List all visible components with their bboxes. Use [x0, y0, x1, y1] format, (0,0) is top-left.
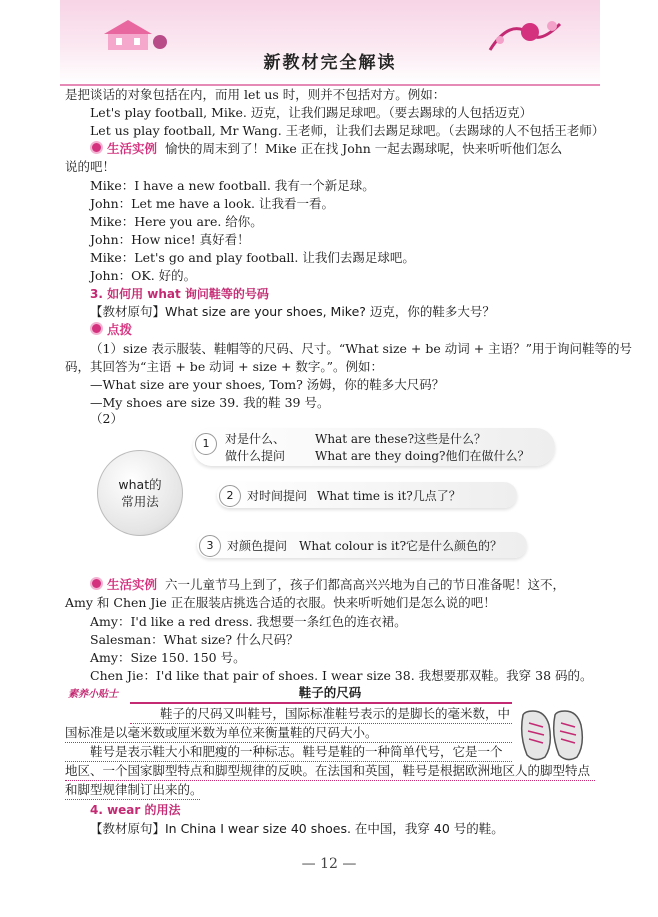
- diagram-label: 对是什么、: [225, 432, 286, 446]
- example-line: Let's play football, Mike. 迈克，让我们踢足球吧。（要去踢球的人包括迈克）: [90, 105, 533, 120]
- diagram-center-line: what的: [118, 477, 162, 492]
- dianbo-label: 点拨: [107, 322, 133, 337]
- tip-line: 鞋子的尺码又叫鞋号，国际标准鞋号表示的是脚长的毫米数，中: [160, 706, 511, 721]
- shoes-illustration: [515, 705, 595, 765]
- tip-line: 鞋号是表示鞋大小和肥瘦的一种标志。鞋号是鞋的一种简单代号，它是一个: [90, 744, 503, 759]
- page-header: [60, 0, 600, 86]
- diagram-number: 1: [195, 433, 217, 455]
- textbook-sentence: 【教材原句】What size are your shoes, Mike? 迈克，你的鞋多大号？: [90, 304, 495, 319]
- text-line: （1）size 表示服装、鞋帽等的尺码、尺寸。“What size + be 动词 + 主语？”用于询问鞋等的号: [90, 341, 633, 356]
- house-illustration: [100, 18, 170, 52]
- dialog-line: Salesman：What size? 什么尺码？: [90, 632, 299, 647]
- bullet-icon: [90, 322, 103, 335]
- diagram-label: 做什么提问: [225, 449, 286, 463]
- dialog-line: Chen Jie：I'd like that pair of shoes. I wear size 38. 我想要那双鞋。我穿 38 码的。: [90, 668, 593, 683]
- diagram-label: 对时间提问: [247, 489, 308, 503]
- dialog-line: Mike：I have a new football. 我有一个新足球。: [90, 178, 375, 193]
- life-example-text: Amy 和 Chen Jie 正在服装店挑选合适的衣服。快来听听她们是怎么说的吧！: [65, 595, 496, 610]
- dialog-line: Mike：Let's go and play football. 让我们去踢足球吧。: [90, 250, 415, 265]
- life-example-intro: [90, 576, 565, 594]
- diagram-example: What time is it?几点了？: [317, 489, 461, 503]
- section-heading: 4. wear 的用法: [90, 803, 181, 817]
- section-heading: 3. 如何用 what 询问鞋等的号码: [90, 287, 269, 301]
- life-example-text: 愉快的周末到了！Mike 正在找 John 一起去踢球呢，快来听听他们怎么: [164, 141, 563, 156]
- diagram-example: What are they doing?他们在做什么？: [315, 449, 530, 463]
- dialog-line: Amy：Size 150. 150 号。: [90, 650, 246, 665]
- life-example-intro: [90, 140, 562, 158]
- page-title: 新教材完全解读: [263, 53, 397, 73]
- example-line: Let us play football, Mr Wang. 王老师，让我们去踢足球吧。（去踢球的人不包括王老师）: [90, 123, 605, 138]
- life-example-text: 六一儿童节马上到了，孩子们都高高兴兴地为自己的节日准备呢！这不，: [164, 577, 565, 592]
- text-line: 是把谈话的对象包括在内，而用 let us 时，则并不包括对方。例如：: [65, 87, 446, 102]
- tip-title: 鞋子的尺码: [298, 685, 362, 700]
- example-line: —What size are your shoes, Tom? 汤姆，你的鞋多大尺码？: [90, 377, 445, 392]
- diagram-label: 对颜色提问: [227, 539, 288, 553]
- bullet-icon: [90, 141, 103, 154]
- diagram-example: What colour is it?它是什么颜色的？: [299, 539, 503, 553]
- life-example-label: 生活实例: [107, 577, 158, 592]
- life-example-label: 生活实例: [107, 141, 158, 156]
- dialog-line: John：How nice! 真好看！: [90, 232, 250, 247]
- text-line: （2）: [90, 411, 123, 426]
- diagram-center: [97, 450, 183, 536]
- tip-line: 国标准是以毫米数或厘米数为单位来衡量鞋的尺码大小。: [65, 725, 378, 740]
- example-line: —My shoes are size 39. 我的鞋 39 号。: [90, 395, 330, 410]
- diagram-example: What are these?这些是什么？: [315, 432, 487, 446]
- diagram-center-line: 常用法: [121, 494, 159, 509]
- diagram-number: 2: [219, 485, 241, 507]
- tip-line: 和脚型规律制订出来的。: [65, 782, 203, 797]
- dianbo-heading: [90, 321, 132, 339]
- tip-underline: [65, 799, 200, 800]
- text-line: 码，其回答为“主语 + be 动词 + size + 数字。”。例如：: [65, 359, 384, 374]
- dialog-line: Amy：I'd like a red dress. 我想要一条红色的连衣裙。: [90, 614, 407, 629]
- diagram-number: 3: [199, 535, 221, 557]
- tip-logo: 素养小贴士: [68, 689, 118, 700]
- dialog-line: John：OK. 好的。: [90, 268, 197, 283]
- tip-divider: [130, 702, 512, 704]
- page-number: — 12 —: [301, 856, 357, 872]
- textbook-sentence: 【教材原句】In China I wear size 40 shoes. 在中国，我穿 40 号的鞋。: [90, 821, 504, 836]
- dialog-line: Mike：Here you are. 给你。: [90, 214, 263, 229]
- dialog-line: John：Let me have a look. 让我看一看。: [90, 196, 334, 211]
- bullet-icon: [90, 577, 103, 590]
- tip-line: 地区、一个国家脚型特点和脚型规律的反映。在法国和英国，鞋号是根据欧洲地区人的脚型特点: [65, 763, 591, 778]
- what-usage-diagram: [85, 418, 565, 566]
- life-example-text: 说的吧！: [65, 159, 116, 174]
